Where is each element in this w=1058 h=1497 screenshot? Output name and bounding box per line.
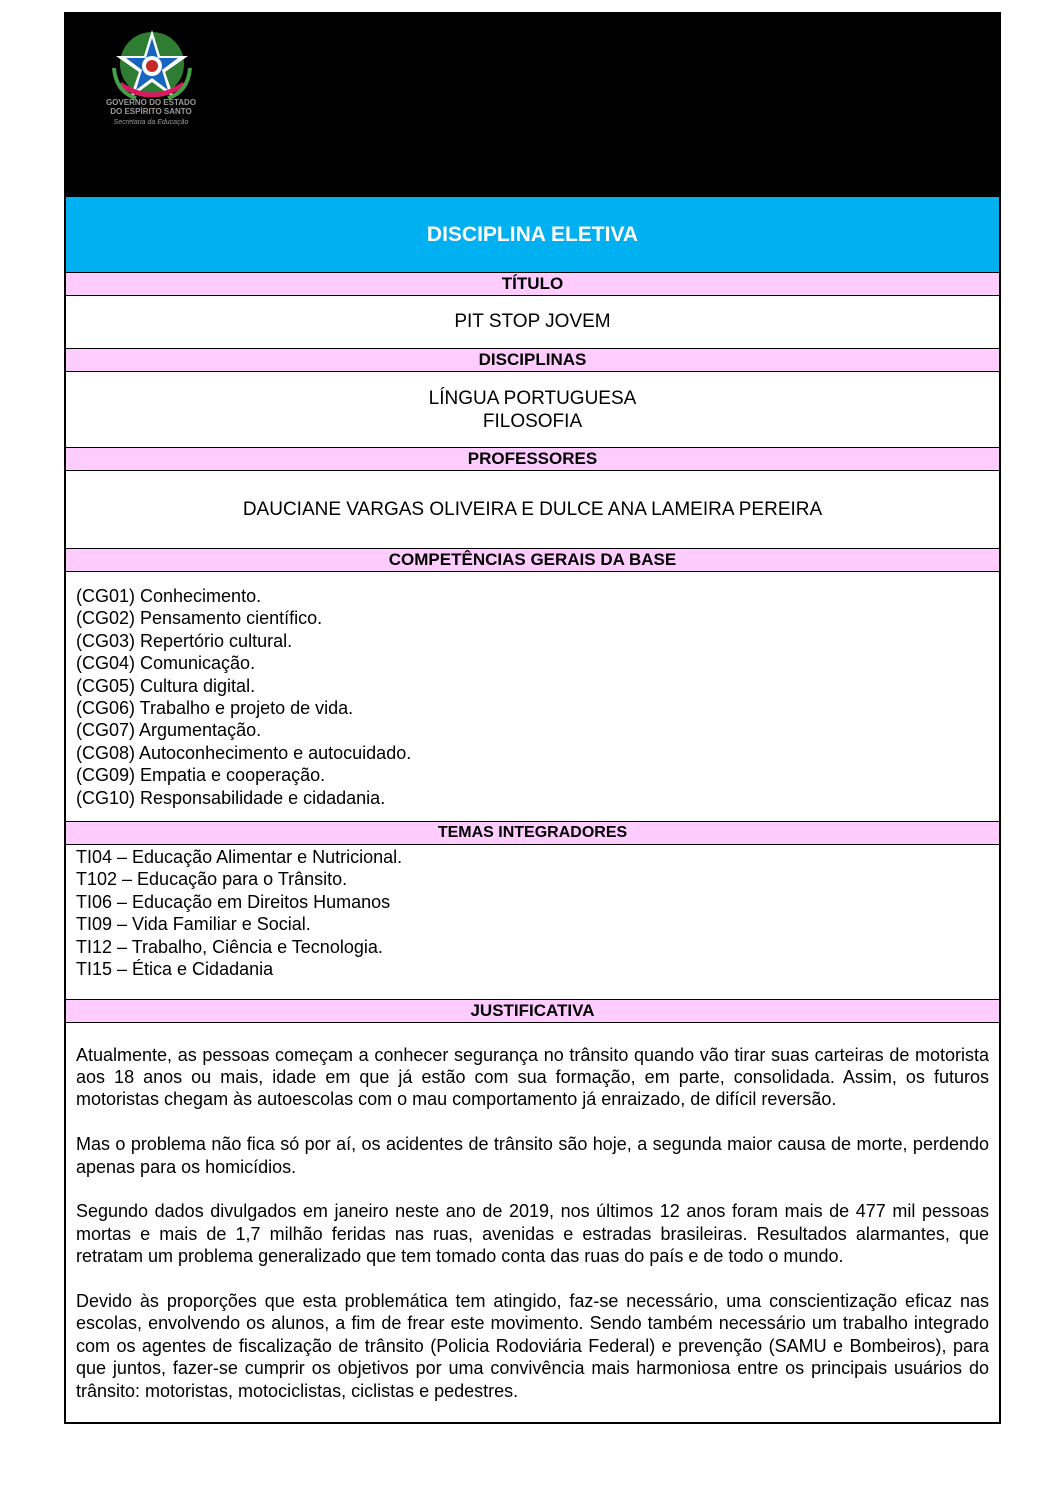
crest-subtitle: Secretaria da Educação — [113, 119, 189, 126]
competencia-item: (CG04) Comunicação. — [76, 653, 256, 674]
competencia-item: (CG10) Responsabilidade e cidadania. — [76, 787, 386, 808]
justificativa-body — [66, 1023, 999, 1422]
tema-item: TI09 – Vida Familiar e Social. — [76, 914, 311, 935]
tema-item: TI15 – Ética e Cidadania — [76, 959, 274, 980]
tema-item: T102 – Educação para o Trânsito. — [76, 869, 348, 890]
crest-caption — [90, 98, 212, 127]
justificativa-paragraph: Segundo dados divulgados em janeiro neste ano de 2019, nos últimos 12 anos foram mais de 477 mil pessoas mortas e mais de 1,7 milhão feridas nas ruas, avenidas e estradas brasileiras. Resultados alarmantes, que retratam um problema generalizado que tem tomado conta das ruas do país e de todo o mundo. — [76, 1201, 989, 1267]
competencia-item: (CG01) Conhecimento. — [76, 586, 262, 606]
temas-list — [66, 845, 999, 998]
justificativa-paragraph: Mas o problema não fica só por aí, os acidentes de trânsito são hoje, a segunda maior causa de morte, perdendo apenas para os homicídios. — [76, 1134, 989, 1177]
professores-value: DAUCIANE VARGAS OLIVEIRA E DULCE ANA LAMEIRA PEREIRA — [242, 498, 823, 520]
competencia-item: (CG03) Repertório cultural. — [76, 630, 293, 651]
section-header-titulo: TÍTULO — [66, 272, 999, 296]
crest-line-2: DO ESPÍRITO SANTO — [110, 107, 192, 116]
section-header-justificativa: JUSTIFICATIVA — [66, 999, 999, 1023]
disciplinas-list — [66, 372, 999, 447]
competencia-item: (CG08) Autoconhecimento e autocuidado. — [76, 742, 412, 763]
banner-title: DISCIPLINA ELETIVA — [66, 196, 999, 272]
tema-item: TI12 – Trabalho, Ciência e Tecnologia. — [76, 936, 383, 957]
competencia-item: (CG05) Cultura digital. — [76, 675, 256, 696]
state-crest-logo — [92, 22, 212, 152]
justificativa-paragraph: Devido às proporções que esta problemática tem atingido, faz-se necessário, uma conscientização eficaz nas escolas, envolvendo os alunos, a fim de frear este movimento. Sendo também necessário um trabalho integrado com os agentes de fiscalização de trânsito (Policia Rodoviária Federal) e prevenção (SAMU e Bombeiros), para que juntos, fazer-se cumprir os objetivos por uma convivência mais harmoniosa entre os principais usuários do trânsito: motoristas, motociclistas, ciclistas e pedestres. — [76, 1290, 989, 1401]
tema-item: TI06 – Educação em Direitos Humanos — [76, 891, 391, 912]
title-value: PIT STOP JOVEM — [454, 311, 611, 332]
section-header-temas: TEMAS INTEGRADORES — [66, 821, 999, 845]
competencia-item: (CG09) Empatia e cooperação. — [76, 765, 326, 786]
disciplina-item: FILOSOFIA — [482, 410, 583, 432]
section-header-disciplinas: DISCIPLINAS — [66, 348, 999, 372]
header-bar — [66, 14, 999, 196]
competencia-item: (CG07) Argumentação. — [76, 720, 262, 741]
disciplina-item: LÍNGUA PORTUGUESA — [428, 387, 637, 409]
section-header-professores: PROFESSORES — [66, 447, 999, 471]
section-header-competencias: COMPETÊNCIAS GERAIS DA BASE — [66, 548, 999, 572]
tema-item: TI04 – Educação Alimentar e Nutricional. — [76, 847, 403, 868]
crest-line-1: GOVERNO DO ESTADO — [105, 98, 197, 107]
competencias-list — [66, 572, 999, 821]
justificativa-paragraph: Atualmente, as pessoas começam a conhecer segurança no trânsito quando vão tirar suas carteiras de motorista aos 18 anos ou mais, idade em que já estão com sua formação, em parte, consolidada. Assim, os futuros motoristas chegam às autoescolas com o mau comportamento já enraizado, de difícil reversão. — [76, 1044, 989, 1110]
document-page — [64, 12, 1001, 1424]
competencia-item: (CG02) Pensamento científico. — [76, 608, 323, 629]
competencia-item: (CG06) Trabalho e projeto de vida. — [76, 698, 354, 719]
